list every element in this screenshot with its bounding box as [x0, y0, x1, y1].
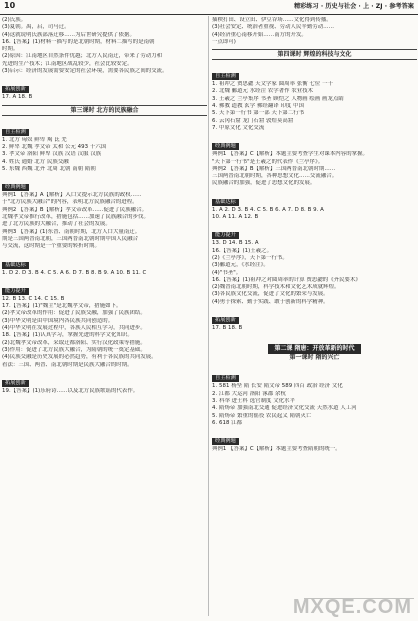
text-line: 19.【答案】(1)乐府诗……以及北方民族歌谣的代表作。	[2, 387, 139, 394]
text-line: 2. 北魏 郦道元 水经注 农学著作 农业技术	[212, 88, 314, 95]
text-line: 2. 鲜卑 北魏 孝文帝 太和 公元 493 十六国	[2, 143, 107, 150]
text-line: 1. D 2. D 3. B 4. C 5. A 6. D 7. B 8. B 9. A 10. B 11. C	[2, 269, 147, 276]
text-line: (2)孝文帝改革的作用：促进了民族交融，加强了民族团结。	[2, 310, 146, 317]
header-title: 精彩练习 · 历史与社会 · 上 · ZJ · 参考答案	[293, 3, 414, 10]
text-line: 6. 云冈石窟 龙门石窟 敦煌莫高窟	[212, 117, 294, 124]
text-line: 典例3 【答案】(1)东晋、南朝时期，北方人口大量南迁。	[2, 228, 141, 235]
unit-title: 第二课 隋唐：开放革新的时代	[268, 344, 360, 354]
text-line: (3)启示：经济的发展需要安定的社会环境，需要各民族之间的交流。	[2, 68, 168, 75]
text-line: (2)《兰亭序》，天下第一行书。	[212, 254, 288, 261]
text-line: 典例2 【答案】B【解析】三国两晋南北朝时期……	[212, 165, 336, 172]
watermark-logo: MXQE.COM	[292, 596, 412, 618]
section-label: 自主检测	[212, 375, 239, 382]
text-line: 北魏孝文帝推行改革，措施包括……加速了民族融合的步伐。	[2, 214, 149, 221]
text-line: 3. 科举 进士科 选官制度 文化水平	[212, 397, 296, 404]
text-line: 16.【答案】(1)祖冲之对圆周率的计算 贾思勰的《齐民要术》	[212, 276, 361, 283]
text-line: 三国两晋南北朝时期，各种思想文化……交流融合。	[212, 173, 338, 180]
text-line: (3)社会安定、统治者重视、劳动人民辛勤劳动……	[212, 24, 335, 31]
text-line: 17. B 18. B	[212, 325, 243, 332]
text-line: 12. B 13. C 14. C 15. B	[2, 295, 65, 302]
text-line: (4)民族交融是历史发展的必然趋势，有利于各民族的共同发展。	[2, 354, 157, 361]
text-line: 16.【答案】(1)王羲之。	[212, 247, 273, 254]
text-line: (4)"书圣"。	[212, 269, 242, 276]
text-line: 一点即可)	[212, 38, 236, 45]
text-line: 5. 东魏 西魏 北齐 北周 北朝 南朝 隋朝	[2, 165, 96, 172]
text-line: 于"北方民族大融合"的内容，表明北方民族融合的进程。	[2, 199, 138, 206]
section-label: 拓展创新	[2, 380, 29, 387]
lesson-title: 第四课时 辉煌的科技与文化	[212, 49, 417, 60]
text-line: (3)作用：促进了北方民族大融合，为隋朝的统一奠定基础。	[2, 346, 146, 353]
text-line: 1. 北方 匈奴 鲜卑 羯 氐 羌	[2, 136, 67, 143]
section-label: 经典例题	[2, 184, 29, 191]
text-line: (4)中华文明在发展过程中，各族人民相互学习，共同进步。	[2, 325, 146, 332]
text-line: 进了北方民族的大融合，推动了社会的发展。	[2, 221, 111, 228]
text-line: 10. A 11. A 12. B	[212, 214, 259, 221]
text-line: 4. 隋炀帝 加强南北交通 促进经济文化交流 天然水道 人工河	[212, 405, 357, 412]
text-line: (3)郦道元，《水经注》。	[212, 262, 269, 269]
text-line: 典例1 【答案】C【解析】本题主要考查隋朝的统一。	[212, 446, 341, 453]
text-line: 期是三国两晋南北朝，三国两晋南北朝时期中国人民融合	[2, 235, 139, 242]
text-line: 17. A 18. B	[2, 94, 33, 101]
text-line: 3. 孝文帝 洛阳 鲜卑 汉族 汉语 汉服 汉族	[2, 151, 102, 158]
text-line: (2)魏晋南北朝时期，科学技术和文化艺术成就辉煌。	[212, 284, 340, 291]
text-line: 5. 天下第一行书 第一部 天下第二行书	[212, 110, 305, 117]
text-line: (3)夏朝。禹，启，司马迁。	[2, 24, 70, 31]
text-line: 1. A 2. D 3. B 4. C 5. B 6. A 7. D 8. B 9. A	[212, 206, 324, 213]
text-line: (4)勇于探索、勤于实践、敢于创新的科学精神。	[212, 298, 329, 305]
section-label: 能力提升	[212, 232, 239, 239]
text-line: 时期。	[2, 46, 19, 53]
section-label: 拓展创新	[2, 86, 29, 93]
text-line: 民族融合的加强，促进了思想文化的发展。	[212, 180, 316, 187]
text-line: (4)这就说明氏族部落迁移……为后世研究提供了依据。	[2, 31, 135, 38]
page-number: 10	[4, 1, 16, 10]
text-line: 典例1 【答案】C【解析】本题主要考查学生对课本内容的掌握。	[212, 151, 368, 158]
text-line: 7. 中原文化 文化交流	[212, 124, 265, 131]
section-label: 自主检测	[212, 73, 239, 80]
text-line: 4. 姓氏 通婚 北方 民族交融	[2, 158, 69, 165]
section-label: 能力提升	[2, 288, 29, 295]
text-line: 先进的生产技术；江南地区战乱较少，社会比较安定。	[2, 60, 133, 67]
section-label: 基础达标	[212, 199, 239, 206]
text-line: 与交流，这时期是一个重要的转折时期。	[2, 243, 100, 250]
lesson-title: 第三课时 北方的民族融合	[2, 105, 207, 116]
section-label: 经典例题	[212, 438, 239, 445]
left-column	[2, 17, 207, 615]
text-line: 2. 江都 大运河 洛阳 涿郡 余杭	[212, 390, 286, 397]
text-line: 18.【答案】(1)认真学习，掌握先进的科学文化知识。	[2, 332, 133, 339]
text-line: 典例2 【答案】B【解析】孝文帝改革……促进了民族融合。	[2, 206, 148, 213]
column-divider	[208, 16, 209, 616]
text-line: "天下第一行书"是王羲之的代表作《兰亭序》。	[212, 158, 324, 165]
page-header	[0, 0, 418, 15]
text-line: (4)经济重心南移开始……南方的开发。	[212, 31, 307, 38]
text-line: 13. D 14. B 15. A	[212, 240, 259, 247]
text-line: (2)氏族。	[2, 17, 27, 23]
text-line: 1. 祖冲之 贾思勰 天文学家 圆周率 张衡 七位 一千	[212, 81, 333, 88]
lesson-subtitle: 第一课时 隋的兴亡	[289, 354, 340, 362]
text-line: 17.【答案】(1)"魏主"是北魏孝文帝，措施如下。	[2, 303, 122, 310]
section-label: 自主检测	[2, 129, 29, 136]
text-line: 3. 王羲之 兰亭集序 书圣 顾恺之 人物画 绘画 画龙点睛	[212, 95, 344, 102]
section-label: 经典例题	[212, 143, 239, 150]
text-line: (2)原因：江南地区自然条件优越；北方人民南迁，带来了劳动力和	[2, 53, 163, 60]
text-line: 看法：三国、两晋、南北朝时期是民族大融合的时期。	[2, 361, 133, 368]
text-line: 4. 佛教 道教 玄学 佛经翻译 印度 中国	[212, 103, 304, 110]
text-line: 1. 581 杨坚 隋 长安 隋文帝 589 四百 政治 经济 文化	[212, 383, 343, 390]
text-line: (3)中华文明是由中国境内各民族共同创造的。	[2, 317, 114, 324]
text-line: (3)各民族文化交流，促进了文化的繁荣与发展。	[212, 291, 329, 298]
text-line: 16.【答案】(1)材料一描写的是北朝时期，材料二描写的是南朝	[2, 38, 155, 45]
section-label: 基础达标	[2, 262, 29, 269]
text-line: 插秧打田、设立田、伊豆谷场……文化得到传播。	[212, 17, 332, 23]
text-line: 5. 隋炀帝 繁重的徭役 农民起义 隋朝灭亡	[212, 412, 312, 419]
right-column	[212, 17, 417, 615]
text-line: 6. 618 江都	[212, 419, 243, 426]
text-line: 典例1 【答案】A【解析】入口文提示北方民族的政权……	[2, 192, 142, 199]
section-label: 拓展创新	[212, 317, 239, 324]
text-line: (2)北魏孝文帝改革，采取迁都洛阳、实行汉化政策等措施。	[2, 339, 146, 346]
